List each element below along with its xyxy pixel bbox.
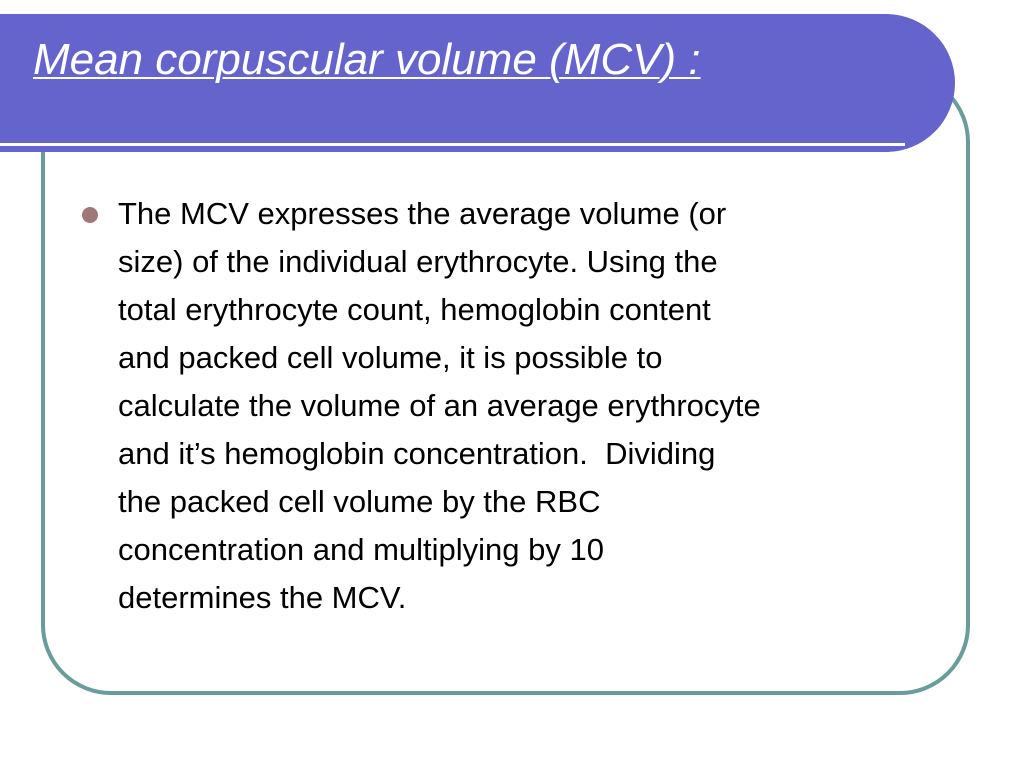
title-bar — [0, 14, 955, 152]
bullet-dot-icon — [82, 207, 98, 223]
slide-title: Mean corpuscular volume (MCV) : — [33, 35, 701, 84]
bullet-list — [82, 190, 952, 622]
bullet-line-9: determines the MCV. — [118, 580, 407, 615]
bullet-item — [82, 190, 952, 622]
bullet-line-5: calculate the volume of an average erythrocyte — [118, 388, 761, 423]
bullet-line-8: concentration and multiplying by 10 — [118, 532, 604, 567]
bullet-line-6: and it’s hemoglobin concentration. Dividing — [118, 436, 716, 471]
bullet-line-2: size) of the individual erythrocyte. Using the — [118, 244, 718, 279]
bullet-line-7: the packed cell volume by the RBC — [118, 484, 601, 519]
bullet-line-3: total erythrocyte count, hemoglobin content — [118, 292, 711, 327]
title-underline-rule — [0, 143, 905, 146]
bullet-line-4: and packed cell volume, it is possible to — [118, 340, 663, 375]
bullet-line-1: The MCV expresses the average volume (or — [118, 196, 727, 231]
